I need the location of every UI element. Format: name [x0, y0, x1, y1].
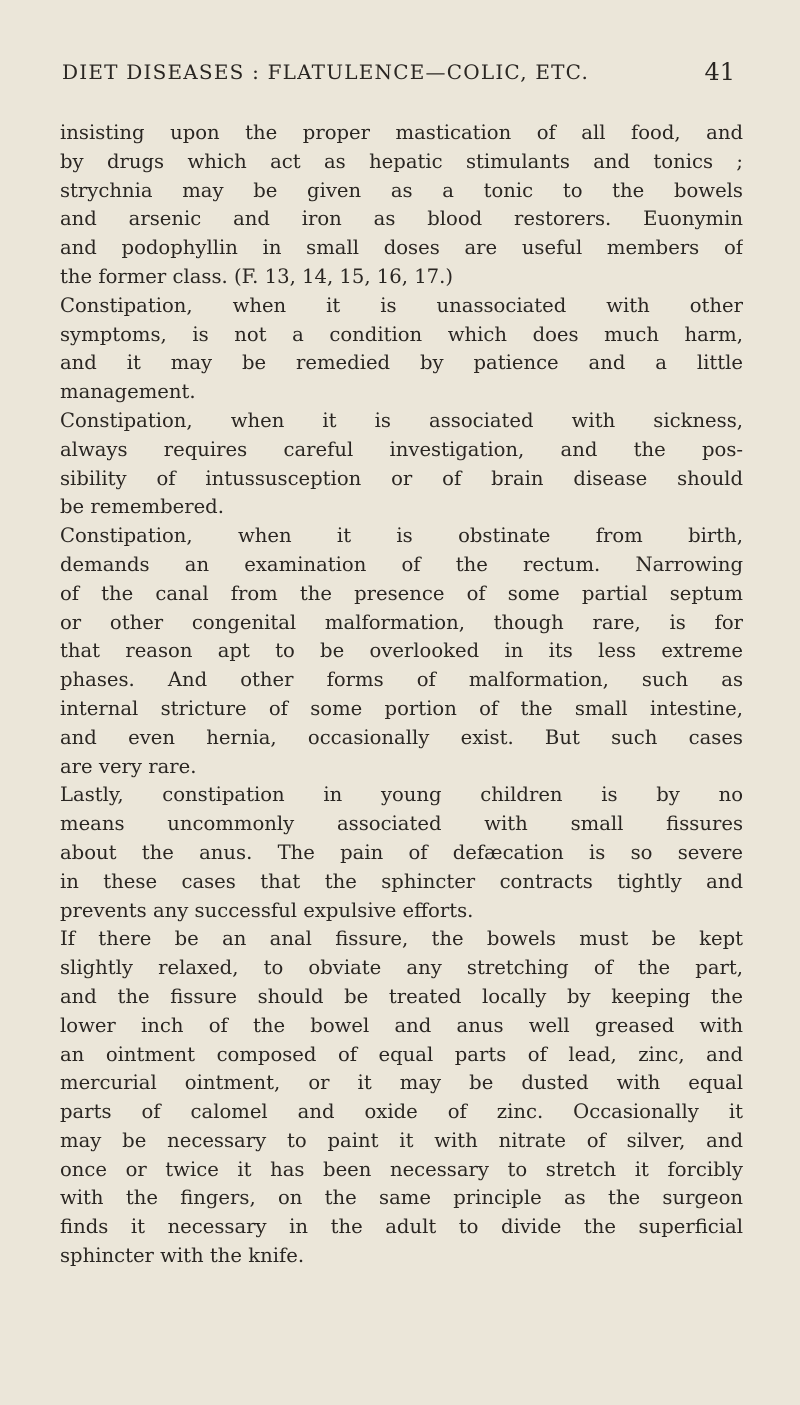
text-line: always requires careful investigation, and the pos-: [60, 437, 743, 461]
text-line: internal stricture of some portion of the small intestine,: [60, 696, 743, 720]
text-line: Lastly, constipation in young children is by no: [60, 783, 743, 807]
text-line: and the fissure should be treated locally by keeping the: [60, 984, 743, 1008]
text-line: strychnia may be given as a tonic to the bowels: [60, 178, 743, 202]
text-line: or other congenital malformation, though rare, is for: [60, 610, 743, 634]
text-line: demands an examination of the rectum. Narrowing: [60, 552, 743, 576]
text-line: the former class. (F. 13, 14, 15, 16, 17.): [60, 264, 453, 288]
text-line: phases. And other forms of malformation, such as: [60, 668, 743, 692]
text-line: be remembered.: [60, 495, 224, 519]
running-title: DIET DISEASES : FLATULENCE—COLIC, ETC.: [62, 60, 590, 84]
text-line: and even hernia, occasionally exist. But such cases: [60, 725, 743, 749]
text-line: may be necessary to paint it with nitrate of silver, and: [60, 1128, 743, 1152]
text-line: with the fingers, on the same principle as the surgeon: [60, 1186, 743, 1210]
text-line: sibility of intussusception or of brain disease should: [60, 466, 743, 490]
text-line: Constipation, when it is associated with sickness,: [60, 408, 743, 432]
text-line: prevents any successful expulsive efforts.: [60, 898, 474, 922]
text-line: Constipation, when it is unassociated with other: [60, 293, 743, 317]
text-line: and it may be remedied by patience and a little: [60, 351, 743, 375]
text-line: means uncommonly associated with small fissures: [60, 812, 743, 836]
text-line: and podophyllin in small doses are useful members of: [60, 236, 743, 260]
text-line: once or twice it has been necessary to stretch it forcibly: [60, 1157, 743, 1181]
text-line: are very rare.: [60, 754, 197, 778]
text-line: If there be an anal fissure, the bowels must be kept: [60, 927, 743, 951]
text-line: insisting upon the proper mastication of all food, and: [60, 121, 743, 144]
text-line: and arsenic and iron as blood restorers. Euonymin: [60, 207, 743, 231]
text-line: finds it necessary in the adult to divide the superficial: [60, 1215, 743, 1239]
body-text: [60, 119, 743, 1271]
text-line: parts of calomel and oxide of zinc. Occasionally it: [60, 1100, 743, 1124]
text-line: management.: [60, 380, 196, 404]
text-line: an ointment composed of equal parts of lead, zinc, and: [60, 1042, 743, 1066]
text-line: about the anus. The pain of defæcation is so severe: [60, 840, 743, 864]
text-line: by drugs which act as hepatic stimulants and tonics ;: [60, 149, 743, 173]
text-line: mercurial ointment, or it may be dusted with equal: [60, 1071, 743, 1095]
text-line: symptoms, is not a condition which does much harm,: [60, 322, 743, 346]
text-line: of the canal from the presence of some partial septum: [60, 581, 743, 605]
running-head: [60, 58, 735, 88]
page-number: 41: [704, 58, 735, 86]
text-line: in these cases that the sphincter contracts tightly and: [60, 869, 743, 893]
text-line: slightly relaxed, to obviate any stretching of the part,: [60, 956, 743, 980]
text-line: that reason apt to be overlooked in its less extreme: [60, 639, 743, 663]
text-line: sphincter with the knife.: [60, 1244, 305, 1268]
text-line: lower inch of the bowel and anus well greased with: [60, 1013, 743, 1037]
text-line: Constipation, when it is obstinate from birth,: [60, 524, 743, 548]
